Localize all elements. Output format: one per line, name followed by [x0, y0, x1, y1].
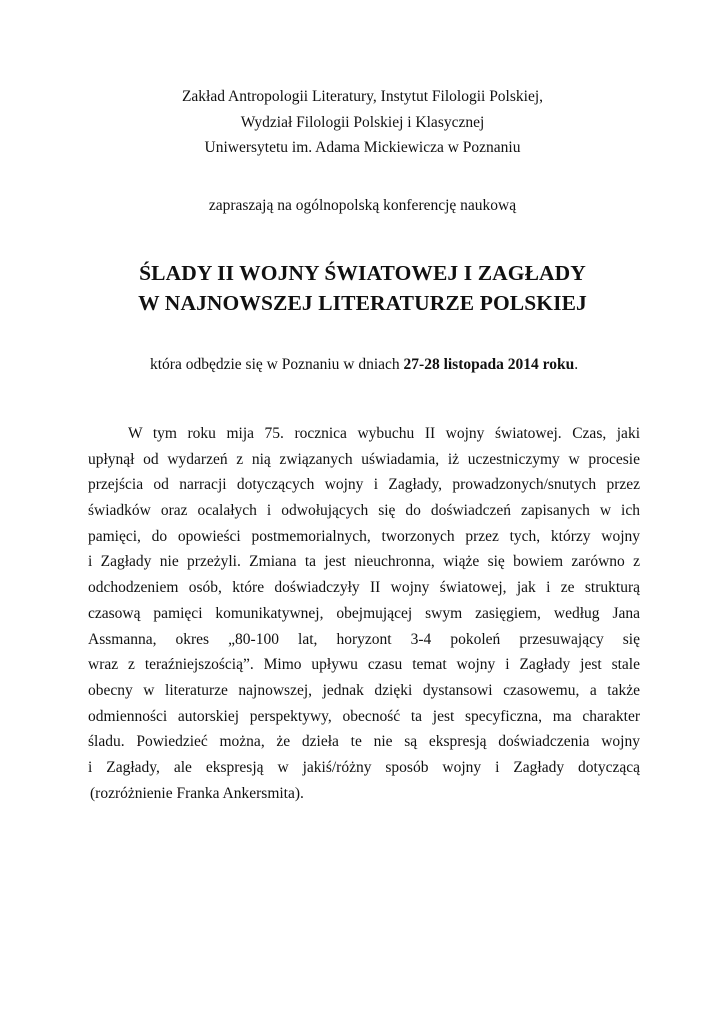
body-line: Assmanna, okres „80-100 lat, horyzont 3-4 pokoleń przesuwający się	[88, 630, 640, 648]
invitation-text: zapraszają na ogólnopolską konferencję naukową	[208, 197, 517, 214]
body-line: i Zagłady nie przeżyli. Zmiana ta jest nieuchronna, wiąże się bowiem zarówno z	[88, 553, 640, 571]
body-line: W tym roku mija 75. rocznica wybuchu II wojny światowej. Czas, jaki	[128, 425, 640, 442]
body-line: wraz z teraźniejszością”. Mimo upływu czasu temat wojny i Zagłady jest stale	[88, 656, 640, 674]
conference-title	[0, 258, 725, 318]
organizer-header	[0, 84, 725, 161]
body-line: (rozróżnienie Franka Ankersmita).	[90, 784, 304, 802]
organizer-line-3: Uniwersytetu im. Adama Mickiewicza w Poznaniu	[204, 139, 521, 156]
conference-title-line-2: W NAJNOWSZEJ LITERATURZE POLSKIEJ	[138, 291, 587, 315]
body-line: pamięci, do opowieści postmemorialnych, tworzonych przez tych, którzy wojny	[88, 527, 640, 545]
dates-prefix: która odbędzie się w Poznaniu w dniach	[150, 356, 404, 373]
body-line: świadków oraz ocalałych i odwołujących się do doświadczeń zapisanych w ich	[88, 502, 640, 520]
organizer-line-2: Wydział Filologii Polskiej i Klasycznej	[240, 113, 485, 131]
dates-bold: 27-28 listopada 2014 roku	[403, 356, 575, 373]
body-line: śladu. Powiedzieć można, że dzieła te nie są ekspresją doświadczenia wojny	[88, 733, 640, 751]
organizer-line-1: Zakład Antropologii Literatury, Instytut Filologii Polskiej,	[181, 88, 544, 105]
body-line: i Zagłady, ale ekspresją w jakiś/różny sposób wojny i Zagłady dotyczącą	[88, 758, 640, 776]
dates-suffix: .	[574, 356, 579, 373]
conference-dates	[150, 354, 578, 376]
body-line: odchodzeniem osób, które doświadczyły II wojny światowej, jak i ze strukturą	[88, 579, 640, 597]
body-paragraph	[88, 421, 640, 806]
conference-title-line-1: ŚLADY II WOJNY ŚWIATOWEJ I ZAGŁADY	[139, 261, 586, 285]
body-line: upłynął od wydarzeń z nią związanych uświadamia, iż uczestniczymy w procesie	[88, 450, 640, 468]
body-line: odmienności autorskiej perspektywy, obecność ta jest specyficzna, ma charakter	[88, 707, 640, 725]
body-line: obecny w literaturze najnowszej, jednak dzięki dystansowi czasowemu, a także	[88, 681, 640, 699]
body-line: czasową pamięci komunikatywnej, obejmującej swym zasięgiem, według Jana	[88, 604, 640, 622]
body-line: przejścia od narracji dotyczących wojny i Zagłady, prowadzonych/snutych przez	[88, 476, 640, 494]
